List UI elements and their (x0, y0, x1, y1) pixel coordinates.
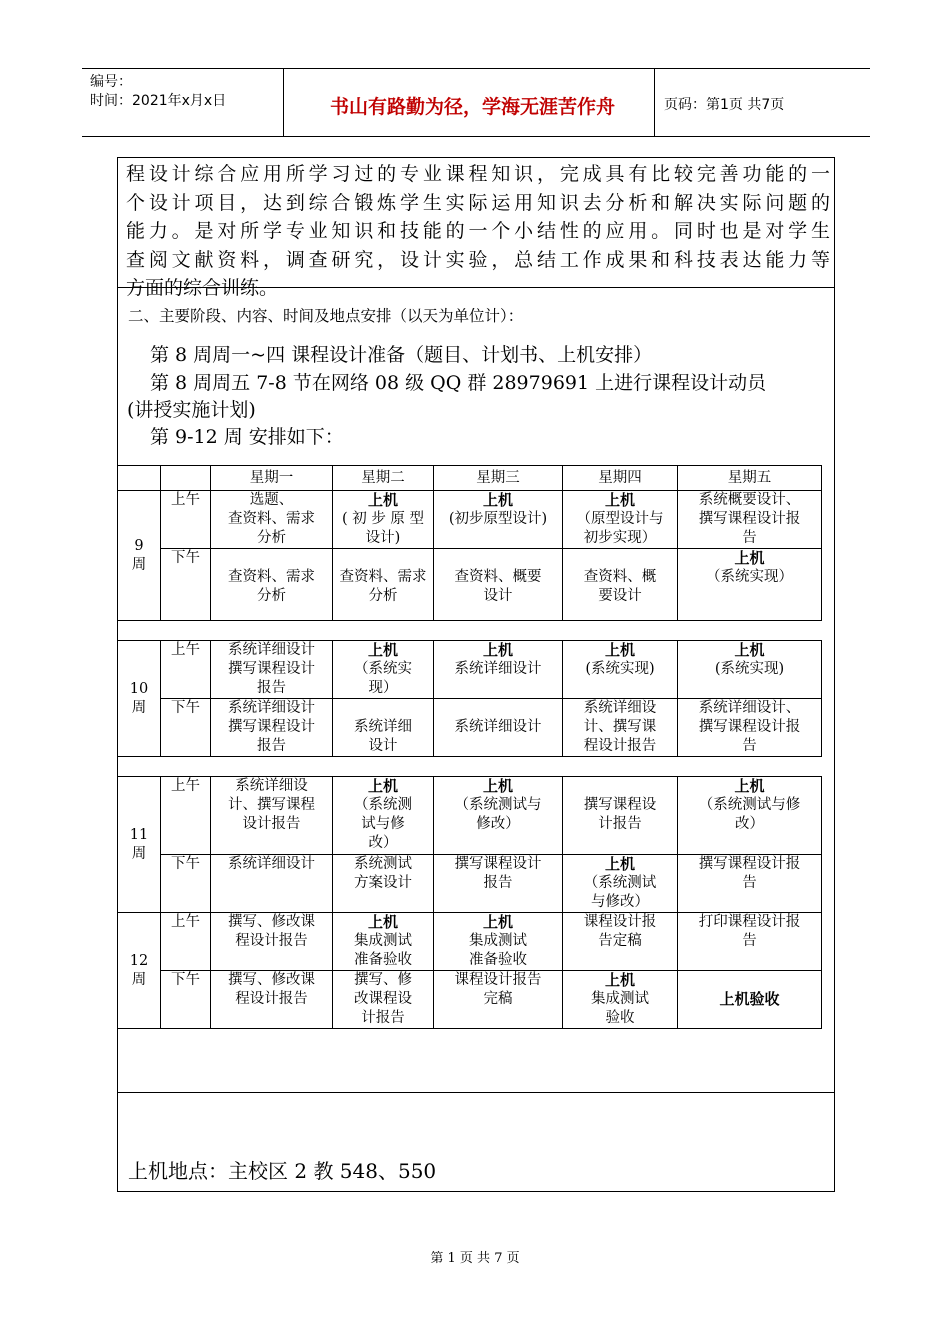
cell-text-line: 分析 (257, 588, 286, 604)
cell-text-line: 集成测试 (469, 933, 527, 949)
section2-title: 二、主要阶段、内容、时间及地点安排（以天为单位计）： (128, 307, 524, 325)
table-row (118, 913, 822, 971)
cell-text-line: 系统详细设 (235, 778, 308, 794)
day-header: 星期四 (563, 466, 678, 491)
table-row (118, 641, 822, 699)
cell-bold-label: 上机 (604, 971, 635, 989)
cell-text-line: 撰写课程设计报 (698, 511, 801, 527)
cell-bold-label: 上机 (367, 491, 398, 509)
period-am: 上午 (161, 641, 211, 699)
cell-text-line (436, 549, 560, 568)
schedule-cell (333, 549, 434, 621)
cell-text-line: 告 (742, 530, 757, 546)
cell-bold-label: 上机 (734, 549, 765, 567)
schedule-cell (434, 491, 563, 549)
period-pm: 下午 (161, 699, 211, 757)
week-label (118, 777, 161, 913)
cell-text-line: （系统测 (354, 797, 412, 813)
week-label-part: 12 (129, 952, 149, 969)
table-row (118, 699, 822, 757)
week-label (118, 913, 161, 1029)
period-am: 上午 (161, 777, 211, 855)
cell-text-line (213, 549, 330, 568)
day-header: 星期五 (678, 466, 822, 491)
cell-text-line: 系统详细设计 (228, 856, 315, 872)
day-header: 星期一 (211, 466, 333, 491)
week-label-part: 周 (131, 556, 147, 573)
cell-text-line (565, 777, 675, 796)
cell-text-line: 系统详细设计、 (698, 700, 801, 716)
schedule-cell (211, 971, 333, 1029)
schedule-cell (563, 777, 678, 855)
schedule-cell (678, 855, 822, 913)
cell-text-line: 计报告 (361, 1010, 405, 1026)
cell-text-line: 系统详细设计 (454, 719, 542, 735)
schedule-cell (211, 699, 333, 757)
cell-text-line: 查资料、概 (583, 569, 657, 585)
schedule-cell (434, 777, 563, 855)
header-motto: 书山有路勤为径，学海无涯苦作舟 (329, 96, 615, 118)
schedule-cell (434, 913, 563, 971)
schedule-cell (563, 641, 678, 699)
cell-text-line (436, 699, 560, 718)
day-header: 星期三 (434, 466, 563, 491)
schedule-cell (678, 971, 822, 1029)
cell-text-line: 告 (742, 933, 757, 949)
schedule-cell (333, 699, 434, 757)
intro-line: 程设计综合应用所学习过的专业课程知识，完成具有比较完善功能的一 (126, 163, 830, 185)
schedule-cell (563, 699, 678, 757)
schedule-cell (563, 971, 678, 1029)
cell-text-line: ( 初 步 原 型 (341, 511, 425, 527)
cell-text-line: (初步原型设计) (448, 511, 548, 527)
cell-text-line: 初步实现） (583, 530, 657, 546)
cell-text-line: 准备验收 (469, 952, 527, 968)
cell-text-line: 改课程设 (354, 991, 412, 1007)
lab-location: 上机地点：主校区 2 教 548、550 (128, 1159, 437, 1183)
cell-text-line: 改） (735, 816, 764, 832)
cell-text-line: 选题、 (249, 492, 294, 508)
cell-text-line: 报告 (483, 875, 513, 891)
schedule-cell (434, 699, 563, 757)
cell-text-line: 设计) (365, 530, 401, 546)
schedule-cell (563, 855, 678, 913)
schedule-cell (333, 913, 434, 971)
intro-paragraph (126, 160, 830, 303)
table-header-row (118, 466, 822, 491)
cell-bold-label: 上机 (367, 641, 398, 659)
week-label-part: 9 (134, 537, 144, 554)
time-label: 时间：2021年x月x日 (90, 93, 227, 109)
cell-text-line: 告 (742, 875, 757, 891)
cell-text-line: （系统实现） (706, 569, 793, 585)
schedule-cell (333, 971, 434, 1029)
cell-text-line: 与修改） (591, 894, 649, 910)
cell-bold-label: 上机 (367, 777, 398, 795)
header-bottom-rule (82, 136, 870, 137)
schedule-cell (563, 549, 678, 621)
week-label-part: 周 (131, 971, 147, 988)
cell-text-line: 设计 (368, 738, 398, 754)
header-divider-right (654, 68, 655, 136)
cell-bold-label: 上机 (734, 641, 765, 659)
cell-text-line: 查资料、需求 (228, 569, 315, 585)
page-footer: 第 1 页 共 7 页 (430, 1251, 520, 1266)
period-pm: 下午 (161, 971, 211, 1029)
table-row (118, 491, 822, 549)
cell-text-line (335, 549, 431, 568)
cell-text-line: 验收 (605, 1010, 635, 1026)
cell-text-line: 方案设计 (354, 875, 412, 891)
week-label-part: 周 (131, 845, 147, 862)
cell-text-line (565, 549, 675, 568)
header-divider-left (283, 68, 284, 136)
cell-text-line: （系统测试 (583, 875, 657, 891)
header-top-rule (82, 68, 870, 69)
week-label-part: 周 (131, 699, 147, 716)
cell-text-line: 系统详细设计 (228, 700, 315, 716)
cell-bold-label: 上机 (482, 641, 513, 659)
cell-text-line: 撰写、修改课 (228, 972, 315, 988)
cell-bold-label: 上机 (604, 641, 635, 659)
cell-text-line: 计、撰写课程 (228, 797, 315, 813)
cell-text-line: 集成测试 (354, 933, 412, 949)
cell-text-line: 系统详细 (354, 719, 412, 735)
plan-line: (讲授实施计划) (127, 399, 256, 421)
cell-text-line: (系统实现) (714, 661, 785, 677)
cell-text-line: 集成测试 (591, 991, 649, 1007)
cell-text-line: 系统详细设计 (454, 661, 542, 677)
cell-text-line: 系统概要设计、 (698, 492, 801, 508)
cell-text-line: 告定稿 (598, 933, 642, 949)
schedule-cell (678, 777, 822, 855)
cell-text-line: （系统实 (354, 661, 412, 677)
schedule-cell (333, 855, 434, 913)
cell-text-line: 程设计报告 (235, 991, 308, 1007)
schedule-cell (434, 549, 563, 621)
plan-line: 第 9-12 周 安排如下： (150, 426, 344, 448)
schedule-cell (434, 855, 563, 913)
period-am: 上午 (161, 913, 211, 971)
cell-text-line: 改） (368, 835, 398, 851)
cell-text-line: 撰写课程设计 (454, 856, 542, 872)
cell-text-line: 告 (742, 738, 757, 754)
cell-text-line: 撰写、修 (354, 972, 412, 988)
schedule-cell (333, 641, 434, 699)
schedule-cell (211, 913, 333, 971)
cell-text-line: 分析 (257, 530, 286, 546)
intro-line: 能力。是对所学专业知识和技能的一个小结性的应用。同时也是对学生 (126, 220, 830, 243)
cell-bold-label: 上机 (482, 777, 513, 795)
schedule-cell (434, 641, 563, 699)
cell-text-line: 设计报告 (242, 816, 301, 832)
cell-text-line: 设计 (483, 588, 513, 604)
cell-text-line: （系统测试与修 (698, 797, 801, 813)
schedule-cell (678, 913, 822, 971)
schedule-cell (211, 491, 333, 549)
period-pm: 下午 (161, 855, 211, 913)
cell-text-line: 完稿 (483, 991, 513, 1007)
schedule-cell (563, 913, 678, 971)
table-row (118, 777, 822, 855)
schedule-cell (211, 549, 333, 621)
cell-text-line: 系统测试 (354, 856, 412, 872)
cell-text-line: 修改） (476, 816, 520, 832)
cell-text-line: 撰写课程设计 (228, 661, 315, 677)
cell-text-line: 计报告 (598, 816, 642, 832)
cell-text-line: 查资料、需求 (339, 569, 427, 585)
cell-bold-label: 上机 (734, 777, 765, 795)
schedule-cell (434, 971, 563, 1029)
schedule-cell (211, 855, 333, 913)
cell-text-line: 查资料、概要 (454, 569, 542, 585)
intro-line: 查阅文献资料，调查研究，设计实验，总结工作成果和科技表达能力等 (126, 248, 830, 271)
cell-text-line: 分析 (368, 588, 398, 604)
spacer-row (118, 757, 822, 777)
schedule-cell (211, 777, 333, 855)
table-row (118, 855, 822, 913)
intro-line: 方面的综合训练。 (126, 277, 279, 300)
cell-text-line: (系统实现) (585, 661, 655, 677)
cell-text-line: 试与修 (361, 816, 405, 832)
week-label (118, 641, 161, 757)
cell-text-line: 报告 (257, 738, 286, 754)
table-row (118, 549, 822, 621)
serial-label: 编号： (90, 74, 132, 90)
schedule-cell (563, 491, 678, 549)
cell-text-line: 撰写、修改课 (228, 914, 315, 930)
cell-text-line: 撰写课程设计报 (698, 856, 801, 872)
cell-text-line: 撰写课程设计 (228, 719, 315, 735)
page-label: 页码：第1页 共7页 (664, 97, 785, 113)
schedule-cell (678, 491, 822, 549)
cell-text-line: 现） (368, 680, 398, 696)
cell-text-line: 撰写课程设计报 (698, 719, 801, 735)
cell-text-line: 要设计 (598, 588, 642, 604)
cell-bold-label: 上机 (604, 855, 635, 873)
cell-text-line: （原型设计与 (576, 511, 664, 527)
schedule-cell (333, 491, 434, 549)
cell-text-line: 准备验收 (354, 952, 412, 968)
cell-text-line: 程设计报告 (583, 738, 657, 754)
cell-text-line: 计、撰写课 (583, 719, 657, 735)
day-header: 星期二 (333, 466, 434, 491)
schedule-table (117, 465, 822, 1029)
cell-text-line: 系统详细设计 (228, 642, 315, 658)
table-row (118, 971, 822, 1029)
intro-line: 个设计项目，达到综合锻炼学生实际运用知识去分析和解决实际问题的 (126, 191, 830, 214)
schedule-cell (678, 549, 822, 621)
schedule-cell (678, 641, 822, 699)
cell-text-line: 撰写课程设 (583, 797, 657, 813)
plan-line: 第 8 周周五 7-8 节在网络 08 级 QQ 群 28979691 上进行课程设计动员 (150, 372, 767, 394)
cell-bold-label: 上机 (482, 491, 513, 509)
cell-text-line (335, 699, 431, 718)
cell-bold-label: 上机 (367, 913, 398, 931)
cell-text-line: 课程设计报 (583, 914, 657, 930)
cell-text-line: 打印课程设计报 (698, 914, 801, 930)
week-label-part: 10 (129, 680, 149, 697)
location-divider (117, 1092, 835, 1093)
period-pm: 下午 (161, 549, 211, 621)
cell-text-line: 查资料、需求 (228, 511, 315, 527)
cell-text-line: 系统详细设 (583, 700, 657, 716)
cell-bold-label: 上机 (604, 491, 635, 509)
cell-text-line: 课程设计报告 (454, 972, 542, 988)
week-label (118, 491, 161, 621)
week-label-part: 11 (129, 826, 149, 843)
schedule-cell (333, 777, 434, 855)
cell-bold-label: 上机验收 (719, 990, 780, 1008)
schedule-cell (678, 699, 822, 757)
cell-text-line: （系统测试与 (454, 797, 542, 813)
plan-line: 第 8 周周一~四 课程设计准备（题目、计划书、上机安排） (150, 344, 653, 366)
spacer-row (118, 621, 822, 641)
cell-bold-label: 上机 (482, 913, 513, 931)
period-am: 上午 (161, 491, 211, 549)
schedule-cell (211, 641, 333, 699)
cell-text-line: 报告 (257, 680, 286, 696)
cell-text-line: 程设计报告 (235, 933, 308, 949)
